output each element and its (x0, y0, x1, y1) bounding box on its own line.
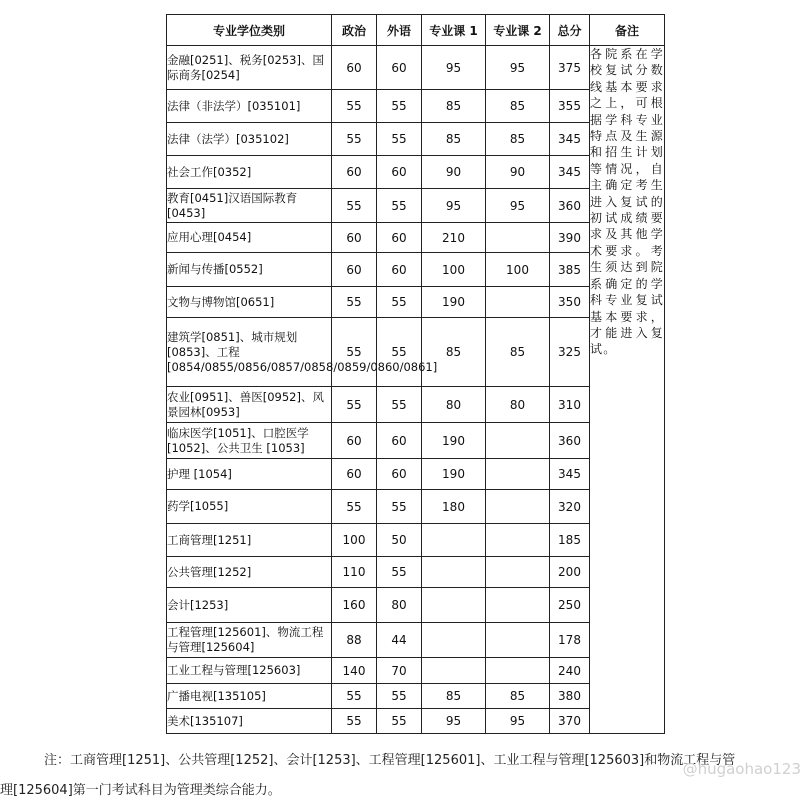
category-name-cell: 广播电视[135105] (167, 684, 332, 709)
foreign-score-cell: 55 (377, 684, 422, 709)
course1-score-cell: 85 (422, 684, 486, 709)
course1-score-cell: 95 (422, 46, 486, 90)
politics-score-cell: 55 (332, 318, 377, 387)
table-row (167, 46, 665, 90)
course2-score-cell: 95 (486, 46, 550, 90)
course2-score-cell (486, 658, 550, 684)
course2-score-cell (486, 287, 550, 318)
course1-score-cell: 190 (422, 423, 486, 459)
course2-score-cell (486, 588, 550, 623)
politics-score-cell: 60 (332, 46, 377, 90)
foreign-score-cell: 60 (377, 459, 422, 490)
politics-score-cell: 140 (332, 658, 377, 684)
politics-score-cell: 88 (332, 623, 377, 658)
politics-score-cell: 55 (332, 490, 377, 524)
header-category: 专业学位类别 (167, 15, 332, 46)
politics-score-cell: 55 (332, 709, 377, 734)
politics-score-cell: 55 (332, 387, 377, 423)
course1-score-cell (422, 588, 486, 623)
foreign-score-cell: 55 (377, 387, 422, 423)
remark-cell: 各院系在学校复试分数线基本要求之上，可根据学科专业特点及生源和招生计划等情况，自主确定考生进入复试的初试成绩要求及其他学术要求。考生须达到院系确定的学科专业复试基本要求，才能进入复试。 (590, 46, 665, 734)
foreign-score-cell: 55 (377, 318, 422, 387)
course1-score-cell: 180 (422, 490, 486, 524)
foreign-score-cell: 55 (377, 123, 422, 156)
header-remark: 备注 (590, 15, 665, 46)
politics-score-cell: 60 (332, 423, 377, 459)
header-foreign-language: 外语 (377, 15, 422, 46)
course2-score-cell (486, 459, 550, 490)
course1-score-cell: 95 (422, 189, 486, 223)
foreign-score-cell: 60 (377, 423, 422, 459)
category-name-cell: 金融[0251]、税务[0253]、国际商务[0254] (167, 46, 332, 90)
politics-score-cell: 55 (332, 287, 377, 318)
course2-score-cell (486, 524, 550, 557)
foreign-score-cell: 55 (377, 287, 422, 318)
course2-score-cell: 85 (486, 318, 550, 387)
politics-score-cell: 160 (332, 588, 377, 623)
foreign-score-cell: 70 (377, 658, 422, 684)
total-score-cell: 325 (550, 318, 590, 387)
category-name-cell: 建筑学[0851]、城市规划[0853]、工程[0854/0855/0856/0857/0858/0859/0860/0861] (167, 318, 332, 387)
course2-score-cell: 100 (486, 253, 550, 287)
category-name-cell: 农业[0951]、兽医[0952]、风景园林[0953] (167, 387, 332, 423)
foreign-score-cell: 80 (377, 588, 422, 623)
total-score-cell: 345 (550, 459, 590, 490)
course1-score-cell: 100 (422, 253, 486, 287)
foreign-score-cell: 50 (377, 524, 422, 557)
course2-score-cell: 90 (486, 156, 550, 189)
category-name-cell: 药学[1055] (167, 490, 332, 524)
category-name-cell: 新闻与传播[0552] (167, 253, 332, 287)
course1-score-cell: 190 (422, 287, 486, 318)
course1-score-cell: 190 (422, 459, 486, 490)
header-row (167, 15, 665, 46)
category-name-cell: 工商管理[1251] (167, 524, 332, 557)
course1-score-cell: 95 (422, 709, 486, 734)
category-name-cell: 应用心理[0454] (167, 223, 332, 253)
course2-score-cell: 95 (486, 709, 550, 734)
header-course-1: 专业课 1 (422, 15, 486, 46)
total-score-cell: 390 (550, 223, 590, 253)
course2-score-cell (486, 557, 550, 588)
footnote-line-2: 理[125604]第一门考试科目为管理类综合能力。 (0, 783, 281, 798)
course2-score-cell (486, 623, 550, 658)
politics-score-cell: 55 (332, 684, 377, 709)
course1-score-cell (422, 658, 486, 684)
course1-score-cell: 90 (422, 156, 486, 189)
course1-score-cell: 85 (422, 318, 486, 387)
course2-score-cell: 95 (486, 189, 550, 223)
total-score-cell: 250 (550, 588, 590, 623)
course1-score-cell: 80 (422, 387, 486, 423)
foreign-score-cell: 60 (377, 253, 422, 287)
category-name-cell: 护理 [1054] (167, 459, 332, 490)
total-score-cell: 360 (550, 189, 590, 223)
politics-score-cell: 55 (332, 123, 377, 156)
category-name-cell: 教育[0451]汉语国际教育[0453] (167, 189, 332, 223)
total-score-cell: 345 (550, 123, 590, 156)
category-name-cell: 美术[135107] (167, 709, 332, 734)
course1-score-cell (422, 524, 486, 557)
category-name-cell: 文物与博物馆[0651] (167, 287, 332, 318)
course2-score-cell (486, 223, 550, 253)
foreign-score-cell: 60 (377, 46, 422, 90)
total-score-cell: 370 (550, 709, 590, 734)
foreign-score-cell: 55 (377, 709, 422, 734)
politics-score-cell: 60 (332, 223, 377, 253)
category-name-cell: 会计[1253] (167, 588, 332, 623)
course2-score-cell (486, 490, 550, 524)
politics-score-cell: 60 (332, 156, 377, 189)
foreign-score-cell: 55 (377, 490, 422, 524)
category-name-cell: 临床医学[1051]、口腔医学[1052]、公共卫生 [1053] (167, 423, 332, 459)
total-score-cell: 310 (550, 387, 590, 423)
category-name-cell: 社会工作[0352] (167, 156, 332, 189)
total-score-cell: 178 (550, 623, 590, 658)
politics-score-cell: 100 (332, 524, 377, 557)
total-score-cell: 320 (550, 490, 590, 524)
politics-score-cell: 60 (332, 459, 377, 490)
total-score-cell: 385 (550, 253, 590, 287)
course1-score-cell: 85 (422, 90, 486, 123)
foreign-score-cell: 55 (377, 557, 422, 588)
total-score-cell: 375 (550, 46, 590, 90)
politics-score-cell: 55 (332, 90, 377, 123)
total-score-cell: 240 (550, 658, 590, 684)
category-name-cell: 公共管理[1252] (167, 557, 332, 588)
foreign-score-cell: 55 (377, 189, 422, 223)
category-name-cell: 法律（法学）[035102] (167, 123, 332, 156)
total-score-cell: 355 (550, 90, 590, 123)
foreign-score-cell: 60 (377, 156, 422, 189)
header-total: 总分 (550, 15, 590, 46)
course2-score-cell: 85 (486, 684, 550, 709)
course2-score-cell: 85 (486, 90, 550, 123)
total-score-cell: 360 (550, 423, 590, 459)
header-course-2: 专业课 2 (486, 15, 550, 46)
total-score-cell: 380 (550, 684, 590, 709)
total-score-cell: 350 (550, 287, 590, 318)
total-score-cell: 185 (550, 524, 590, 557)
category-name-cell: 工业工程与管理[125603] (167, 658, 332, 684)
foreign-score-cell: 55 (377, 90, 422, 123)
score-table (166, 14, 665, 734)
course1-score-cell (422, 623, 486, 658)
course2-score-cell: 85 (486, 123, 550, 156)
total-score-cell: 345 (550, 156, 590, 189)
politics-score-cell: 110 (332, 557, 377, 588)
politics-score-cell: 60 (332, 253, 377, 287)
total-score-cell: 200 (550, 557, 590, 588)
foreign-score-cell: 44 (377, 623, 422, 658)
course1-score-cell: 85 (422, 123, 486, 156)
watermark: @hugaohao123 (682, 760, 801, 778)
header-politics: 政治 (332, 15, 377, 46)
footnote-line-1: 注：工商管理[1251]、公共管理[1252]、会计[1253]、工程管理[125601]、工业工程与管理[125603]和物流工程与管 (44, 753, 736, 768)
foreign-score-cell: 60 (377, 223, 422, 253)
course2-score-cell: 80 (486, 387, 550, 423)
course1-score-cell: 210 (422, 223, 486, 253)
category-name-cell: 工程管理[125601]、物流工程与管理[125604] (167, 623, 332, 658)
politics-score-cell: 55 (332, 189, 377, 223)
course1-score-cell (422, 557, 486, 588)
category-name-cell: 法律（非法学）[035101] (167, 90, 332, 123)
course2-score-cell (486, 423, 550, 459)
